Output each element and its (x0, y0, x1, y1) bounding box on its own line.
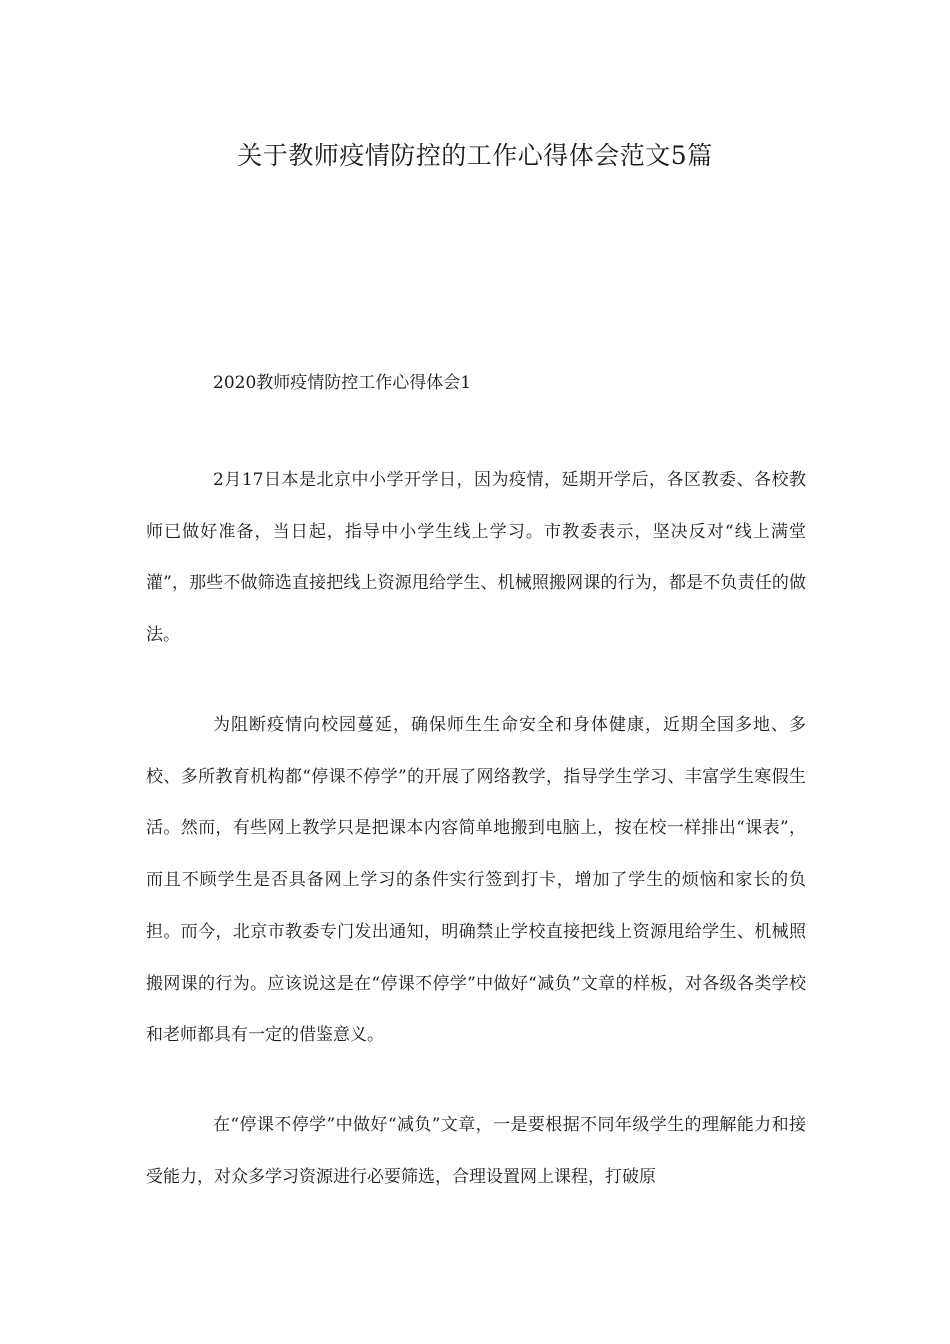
document-title: 关于教师疫情防控的工作心得体会范文5篇 (237, 141, 713, 170)
paragraph-1: 2月17日本是北京中小学开学日，因为疫情，延期开学后，各区教委、各校教师已做好准备，当日起，指导中小学生线上学习。市教委表示，坚决反对“线上满堂灌”，那些不做筛选直接把线上资源甩给学生、机械照搬网课的行为，都是不负责任的做法。 (146, 470, 806, 646)
section-heading: 2020教师疫情防控工作心得体会1 (213, 373, 472, 393)
paragraph-3: 在“停课不停学”中做好“减负”文章，一是要根据不同年级学生的理解能力和接受能力，对众多学习资源进行必要筛选，合理设置网上课程，打破原 (146, 1115, 806, 1187)
paragraph-2: 为阻断疫情向校园蔓延，确保师生生命安全和身体健康，近期全国多地、多校、多所教育机构都“停课不停学”的开展了网络教学，指导学生学习、丰富学生寒假生活。然而，有些网上教学只是把课本内容简单地搬到电脑上，按在校一样排出“课表”，而且不顾学生是否具备网上学习的条件实行签到打卡，增加了学生的烦恼和家长的负担。而今，北京市教委专门发出通知，明确禁止学校直接把线上资源甩给学生、机械照搬网课的行为。应该说这是在“停课不停学”中做好“减负”文章的样板，对各级各类学校和老师都具有一定的借鉴意义。 (146, 715, 806, 1046)
